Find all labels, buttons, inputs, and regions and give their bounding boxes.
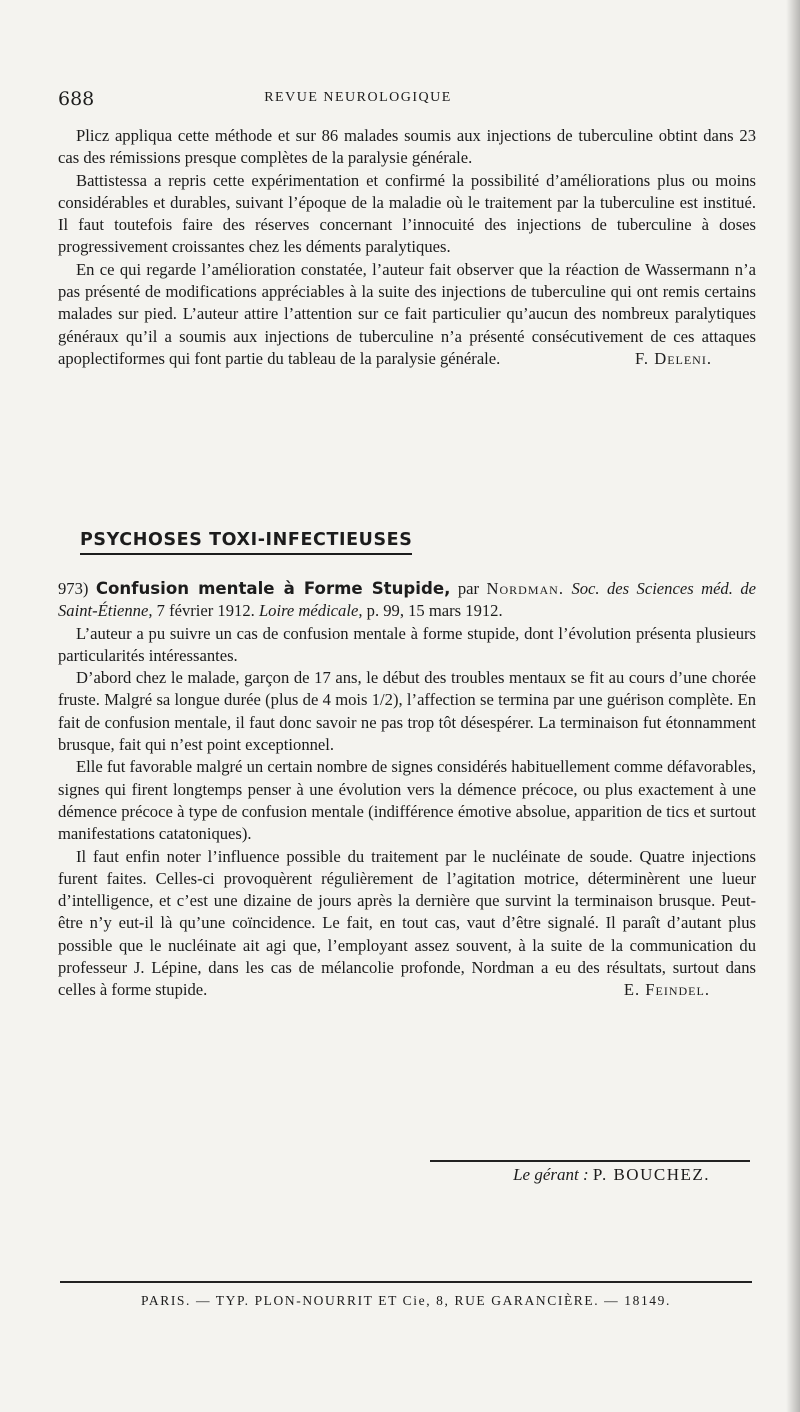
running-head [58,88,758,112]
top-article-text [58,125,756,370]
paragraph-onset: D’abord chez le malade, garçon de 17 ans, le début des troubles mentaux se fit au cours d’une chorée fruste. Malgré sa longue durée (plus de 4 mois 1/2), l’affection se termina par une guérison complète. En fait de confusion mentale, il faut donc savoir ne pas trop tôt désespérer. La terminaison fut étonnamment brusque, fait qui n’est point exceptionnel. [58,668,756,755]
paragraph-wassermann: En ce qui regarde l’amélioration constatée, l’auteur fait observer que la réaction de Wassermann n’a pas présenté de modifications appréciables à la suite des injections de tuberculine qui ont remis certains malades sur pied. L’auteur attire l’attention sur ce fait particulier qu’aucun des nombreux paralytiques généraux qu’il a soumis aux injections de tuberculine n’a présenté consécutivement de ces attaques apoplectiformes qui font partie du tableau de la paralysie générale. [58,259,756,368]
entry-date-1: 7 février 1912. [156,601,255,621]
manager-name: P. BOUCHEZ. [592,1165,710,1184]
manager-line [513,1165,710,1185]
entry-author: Nordman. [486,579,564,598]
page-edge-shadow [786,0,800,1412]
manager-rule [430,1160,750,1162]
paragraph-plicz: Plicz appliqua cette méthode et sur 86 malades soumis aux injections de tuberculine obtint dans 23 cas des rémissions presque complètes de la paralysie générale. [58,126,756,168]
entry-number: 973) [58,579,89,598]
entry-source-1: Soc. des Sciences méd. de Saint-Étienne, [58,579,756,621]
page-number: 688 [58,88,95,110]
signature-feindel: E. Feindel. [623,980,710,1000]
paragraph-treatment: Il faut enfin noter l’influence possible du traitement par le nucléinate de soude. Quatre injections furent faites. Celles-ci provoquèrent régulièrement de l’agitation motrice, déterminèrent une lueur d’intelligence, et c’est une dizaine de jours après la dernière que survint la terminaison brusque. Peut-être n’y eut-il là qu’une coïncidence. Le fait, en tout cas, vaut d’être signalé. Il paraît d’autant plus possible que le nucléinate ait agi que, l’employant assez souvent, à la suite de la communication du professeur J. Lépine, dans les cas de mélancolie profonde, Nordman a eu des résultats, surtout dans celles à forme stupide. [58,846,756,1000]
manager-label: Le gérant : [513,1165,589,1184]
paragraph-case: L’auteur a pu suivre un cas de confusion mentale à forme stupide, dont l’évolution présenta plusieurs particularités intéressantes. [58,623,756,665]
section-heading: PSYCHOSES TOXI-INFECTIEUSES [80,530,412,555]
colophon-rule [60,1281,752,1283]
entry-title: Confusion mentale à Forme Stupide, [95,579,451,598]
entry-source-2: Loire médicale, [258,601,363,621]
signature-deleni: F. Deleni. [635,348,712,368]
paragraph-battistessa: Battistessa a repris cette expérimentation et confirmé la possibilité d’améliorations plus ou moins considérables et durables, suivant l’époque de la maladie où le traitement par la tuberculine est institué. Il faut toutefois faire des réserves concernant l’innocuité des injections de tuberculine à doses progressivement croissantes chez les déments paralytiques. [58,170,756,257]
paragraph-signs: Elle fut favorable malgré un certain nombre de signes considérés habituellement comme défavorables, signes qui firent longtemps penser à une évolution vers la démence précoce, ou plus exactement à une démence précoce à type de confusion mentale (indifférence émotive absolue, apparition de tics et surtout manifestations catatoniques). [58,757,756,844]
printer-colophon: PARIS. — TYP. PLON-NOURRIT ET Cie, 8, RUE GARANCIÈRE. — 18149. [141,1293,671,1308]
entry-by: par [457,579,480,598]
entry-pages: p. 99, 15 mars 1912. [366,601,503,621]
entry-header [58,578,756,623]
entry-973 [58,578,756,1002]
journal-title: REVUE NEUROLOGIQUE [264,90,452,105]
